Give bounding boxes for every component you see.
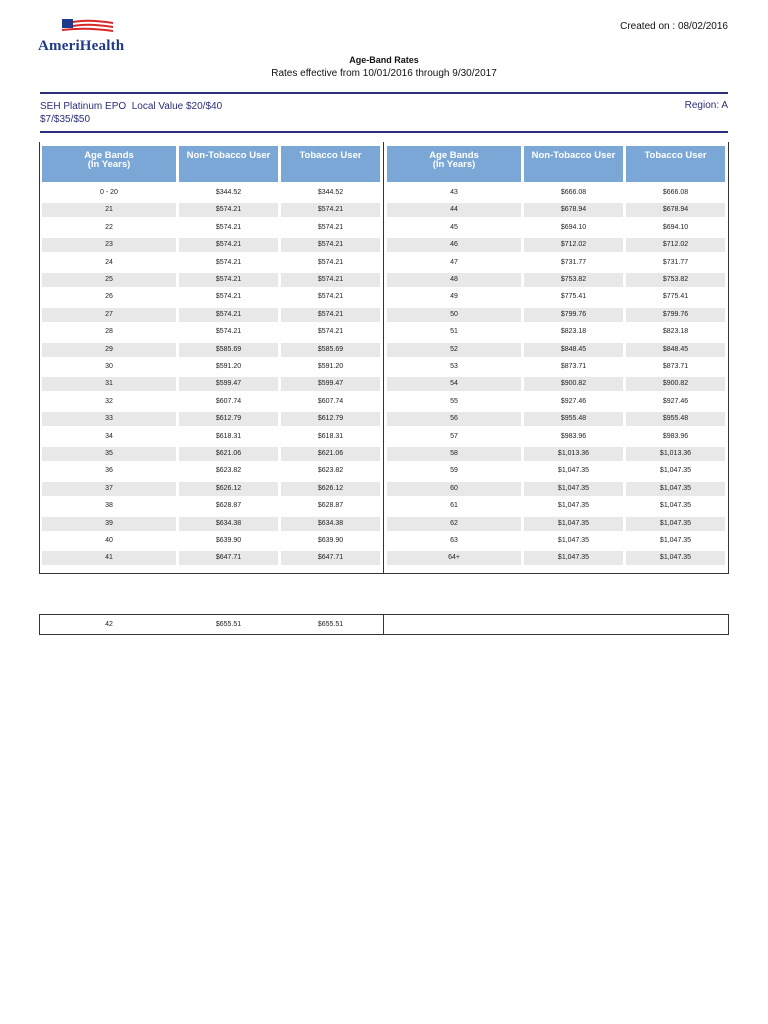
cell-non-tobacco: $655.51 xyxy=(215,621,242,628)
effective-dates: Rates effective from 10/01/2016 through 9/30/2017 xyxy=(271,68,497,79)
cell-non-tobacco: $574.21 xyxy=(179,203,278,217)
table-row xyxy=(0,186,768,200)
table-row xyxy=(0,290,768,304)
cell-tobacco: $753.82 xyxy=(626,273,725,287)
cell-non-tobacco: $694.10 xyxy=(560,223,587,231)
table-row xyxy=(0,618,768,632)
header-age-line1: Age Bands xyxy=(84,150,134,161)
table-row xyxy=(0,343,768,357)
table-row xyxy=(0,447,768,461)
cell-non-tobacco: $647.71 xyxy=(179,551,278,565)
cell-age: 43 xyxy=(450,189,458,196)
cell-age: 25 xyxy=(42,273,176,287)
header-age-bands-left xyxy=(42,146,176,182)
cell-age: 51 xyxy=(450,328,458,336)
cell-non-tobacco: $799.76 xyxy=(524,308,623,322)
cell-non-tobacco: $775.41 xyxy=(560,293,587,301)
cell-tobacco: $799.76 xyxy=(626,308,725,322)
cell-non-tobacco: $1,047.35 xyxy=(524,551,623,565)
cell-non-tobacco: $591.20 xyxy=(215,363,242,370)
cell-tobacco: $678.94 xyxy=(626,203,725,217)
plan-name-line2: $7/$35/$50 xyxy=(40,114,91,125)
cell-tobacco: $574.21 xyxy=(317,328,344,336)
cell-age: 41 xyxy=(42,551,176,565)
table-row xyxy=(0,308,768,322)
cell-non-tobacco: $731.77 xyxy=(560,258,587,266)
cell-age: 23 xyxy=(42,238,176,252)
cell-tobacco: $1,047.35 xyxy=(626,517,725,531)
page-title: Age-Band Rates xyxy=(349,55,419,65)
created-date: Created on : 08/02/2016 xyxy=(620,21,728,32)
header-age-line2: (In Years) xyxy=(87,159,131,170)
cell-age: 45 xyxy=(450,223,458,231)
cell-tobacco: $574.21 xyxy=(317,258,344,266)
brand-wordmark: AmeriHealth xyxy=(38,38,125,54)
table-row xyxy=(0,430,768,444)
cell-age: 26 xyxy=(105,293,113,301)
cell-non-tobacco: $955.48 xyxy=(524,412,623,426)
cell-age: 62 xyxy=(387,517,521,531)
cell-age: 38 xyxy=(105,502,113,510)
cell-tobacco: $694.10 xyxy=(662,223,689,231)
cell-tobacco: $1,047.35 xyxy=(659,502,692,510)
bottom-rule xyxy=(40,131,728,133)
table-row xyxy=(0,203,768,217)
header-non-tobacco-right: Non-Tobacco User xyxy=(524,146,623,182)
table-row xyxy=(0,360,768,374)
cell-age: 37 xyxy=(42,482,176,496)
cell-non-tobacco: $1,013.36 xyxy=(524,447,623,461)
cell-age: 33 xyxy=(42,412,176,426)
cell-age: 53 xyxy=(450,363,458,370)
cell-tobacco: $712.02 xyxy=(626,238,725,252)
cell-age: 46 xyxy=(387,238,521,252)
cell-age: 27 xyxy=(42,308,176,322)
cell-age: 0 - 20 xyxy=(100,189,118,196)
cell-non-tobacco: $628.87 xyxy=(215,502,242,510)
cell-tobacco: $628.87 xyxy=(317,502,344,510)
cell-tobacco: $873.71 xyxy=(662,363,689,370)
cell-non-tobacco: $1,047.35 xyxy=(557,467,590,475)
table-row xyxy=(0,464,768,478)
cell-age: 55 xyxy=(450,397,458,405)
cell-age: 34 xyxy=(105,432,113,440)
plan-name-line1: SEH Platinum EPO Local Value $20/$40 xyxy=(40,101,223,112)
cell-tobacco: $574.21 xyxy=(317,293,344,301)
cell-tobacco: $655.51 xyxy=(317,621,344,628)
cell-tobacco: $344.52 xyxy=(317,189,344,196)
cell-tobacco: $983.96 xyxy=(662,432,689,440)
cell-tobacco: $900.82 xyxy=(626,377,725,391)
cell-non-tobacco: $574.21 xyxy=(179,308,278,322)
cell-age: 50 xyxy=(387,308,521,322)
cell-age: 56 xyxy=(387,412,521,426)
cell-tobacco: $585.69 xyxy=(281,343,380,357)
header-age-line2: (In Years) xyxy=(432,159,476,170)
cell-tobacco: $599.47 xyxy=(281,377,380,391)
cell-non-tobacco: $574.21 xyxy=(215,223,242,231)
cell-tobacco: $647.71 xyxy=(281,551,380,565)
table-row xyxy=(0,221,768,235)
cell-tobacco: $574.21 xyxy=(317,223,344,231)
table-row xyxy=(0,551,768,565)
cell-non-tobacco: $621.06 xyxy=(179,447,278,461)
table-row xyxy=(0,325,768,339)
cell-age: 39 xyxy=(42,517,176,531)
top-rule xyxy=(40,92,728,94)
cell-age: 28 xyxy=(105,328,113,336)
cell-age: 49 xyxy=(450,293,458,301)
cell-tobacco: $955.48 xyxy=(626,412,725,426)
cell-age: 60 xyxy=(387,482,521,496)
table-row xyxy=(0,412,768,426)
header-non-tobacco-left: Non-Tobacco User xyxy=(179,146,278,182)
cell-non-tobacco: $574.21 xyxy=(215,328,242,336)
cell-age: 32 xyxy=(105,397,113,405)
cell-age: 29 xyxy=(42,343,176,357)
cell-tobacco: $607.74 xyxy=(317,397,344,405)
cell-non-tobacco: $666.08 xyxy=(560,189,587,196)
cell-non-tobacco: $1,047.35 xyxy=(524,517,623,531)
cell-age: 44 xyxy=(387,203,521,217)
cell-tobacco: $775.41 xyxy=(662,293,689,301)
cell-non-tobacco: $712.02 xyxy=(524,238,623,252)
table-row xyxy=(0,377,768,391)
table-row xyxy=(0,238,768,252)
cell-tobacco: $927.46 xyxy=(662,397,689,405)
cell-tobacco: $618.31 xyxy=(317,432,344,440)
cell-age: 21 xyxy=(42,203,176,217)
table-row xyxy=(0,273,768,287)
cell-tobacco: $848.45 xyxy=(626,343,725,357)
cell-non-tobacco: $574.21 xyxy=(215,293,242,301)
cell-age: 59 xyxy=(450,467,458,475)
cell-non-tobacco: $678.94 xyxy=(524,203,623,217)
cell-age: 40 xyxy=(105,537,113,544)
cell-tobacco: $574.21 xyxy=(281,273,380,287)
cell-age: 48 xyxy=(387,273,521,287)
cell-tobacco: $574.21 xyxy=(281,308,380,322)
cell-age: 31 xyxy=(42,377,176,391)
cell-tobacco: $621.06 xyxy=(281,447,380,461)
cell-tobacco: $823.18 xyxy=(662,328,689,336)
cell-age: 61 xyxy=(450,502,458,510)
cell-age: 47 xyxy=(450,258,458,266)
cell-tobacco: $574.21 xyxy=(281,238,380,252)
cell-tobacco: $612.79 xyxy=(281,412,380,426)
table-row xyxy=(0,482,768,496)
cell-age: 35 xyxy=(42,447,176,461)
cell-tobacco: $1,047.35 xyxy=(626,482,725,496)
header-age-line1: Age Bands xyxy=(429,150,479,161)
cell-non-tobacco: $574.21 xyxy=(179,273,278,287)
cell-non-tobacco: $626.12 xyxy=(179,482,278,496)
cell-age: 42 xyxy=(105,621,113,628)
table-row xyxy=(0,499,768,513)
cell-non-tobacco: $927.46 xyxy=(560,397,587,405)
cell-non-tobacco: $612.79 xyxy=(179,412,278,426)
cell-tobacco: $1,047.35 xyxy=(626,551,725,565)
cell-non-tobacco: $983.96 xyxy=(560,432,587,440)
cell-age: 24 xyxy=(105,258,113,266)
table-row xyxy=(0,256,768,270)
cell-age: 22 xyxy=(105,223,113,231)
cell-tobacco: $1,013.36 xyxy=(626,447,725,461)
cell-non-tobacco: $1,047.35 xyxy=(557,537,590,544)
cell-age: 63 xyxy=(450,537,458,544)
cell-tobacco: $1,047.35 xyxy=(659,537,692,544)
cell-age: 52 xyxy=(387,343,521,357)
cell-age: 54 xyxy=(387,377,521,391)
cell-tobacco: $626.12 xyxy=(281,482,380,496)
cell-non-tobacco: $639.90 xyxy=(215,537,242,544)
cell-tobacco: $731.77 xyxy=(662,258,689,266)
cell-age: 58 xyxy=(387,447,521,461)
cell-age: 30 xyxy=(105,363,113,370)
header-age-bands-right xyxy=(387,146,521,182)
cell-tobacco: $666.08 xyxy=(662,189,689,196)
cell-age: 64+ xyxy=(387,551,521,565)
header-tobacco-left: Tobacco User xyxy=(281,146,380,182)
cell-non-tobacco: $1,047.35 xyxy=(524,482,623,496)
table-row xyxy=(0,534,768,548)
cell-non-tobacco: $1,047.35 xyxy=(557,502,590,510)
cell-tobacco: $634.38 xyxy=(281,517,380,531)
cell-non-tobacco: $344.52 xyxy=(215,189,242,196)
cell-non-tobacco: $634.38 xyxy=(179,517,278,531)
cell-tobacco: $574.21 xyxy=(281,203,380,217)
cell-non-tobacco: $823.18 xyxy=(560,328,587,336)
cell-non-tobacco: $618.31 xyxy=(215,432,242,440)
header-tobacco-right: Tobacco User xyxy=(626,146,725,182)
cell-non-tobacco: $753.82 xyxy=(524,273,623,287)
table-row xyxy=(0,395,768,409)
cell-non-tobacco: $585.69 xyxy=(179,343,278,357)
cell-non-tobacco: $873.71 xyxy=(560,363,587,370)
cell-non-tobacco: $574.21 xyxy=(179,238,278,252)
cell-tobacco: $639.90 xyxy=(317,537,344,544)
plan-name xyxy=(40,100,340,126)
cell-non-tobacco: $900.82 xyxy=(524,377,623,391)
cell-non-tobacco: $607.74 xyxy=(215,397,242,405)
region-label: Region: A xyxy=(684,100,728,111)
table-row xyxy=(0,517,768,531)
cell-non-tobacco: $574.21 xyxy=(215,258,242,266)
cell-tobacco: $1,047.35 xyxy=(659,467,692,475)
cell-non-tobacco: $599.47 xyxy=(179,377,278,391)
cell-tobacco: $623.82 xyxy=(317,467,344,475)
cell-non-tobacco: $848.45 xyxy=(524,343,623,357)
cell-age: 36 xyxy=(105,467,113,475)
cell-age: 57 xyxy=(450,432,458,440)
cell-non-tobacco: $623.82 xyxy=(215,467,242,475)
cell-tobacco: $591.20 xyxy=(317,363,344,370)
